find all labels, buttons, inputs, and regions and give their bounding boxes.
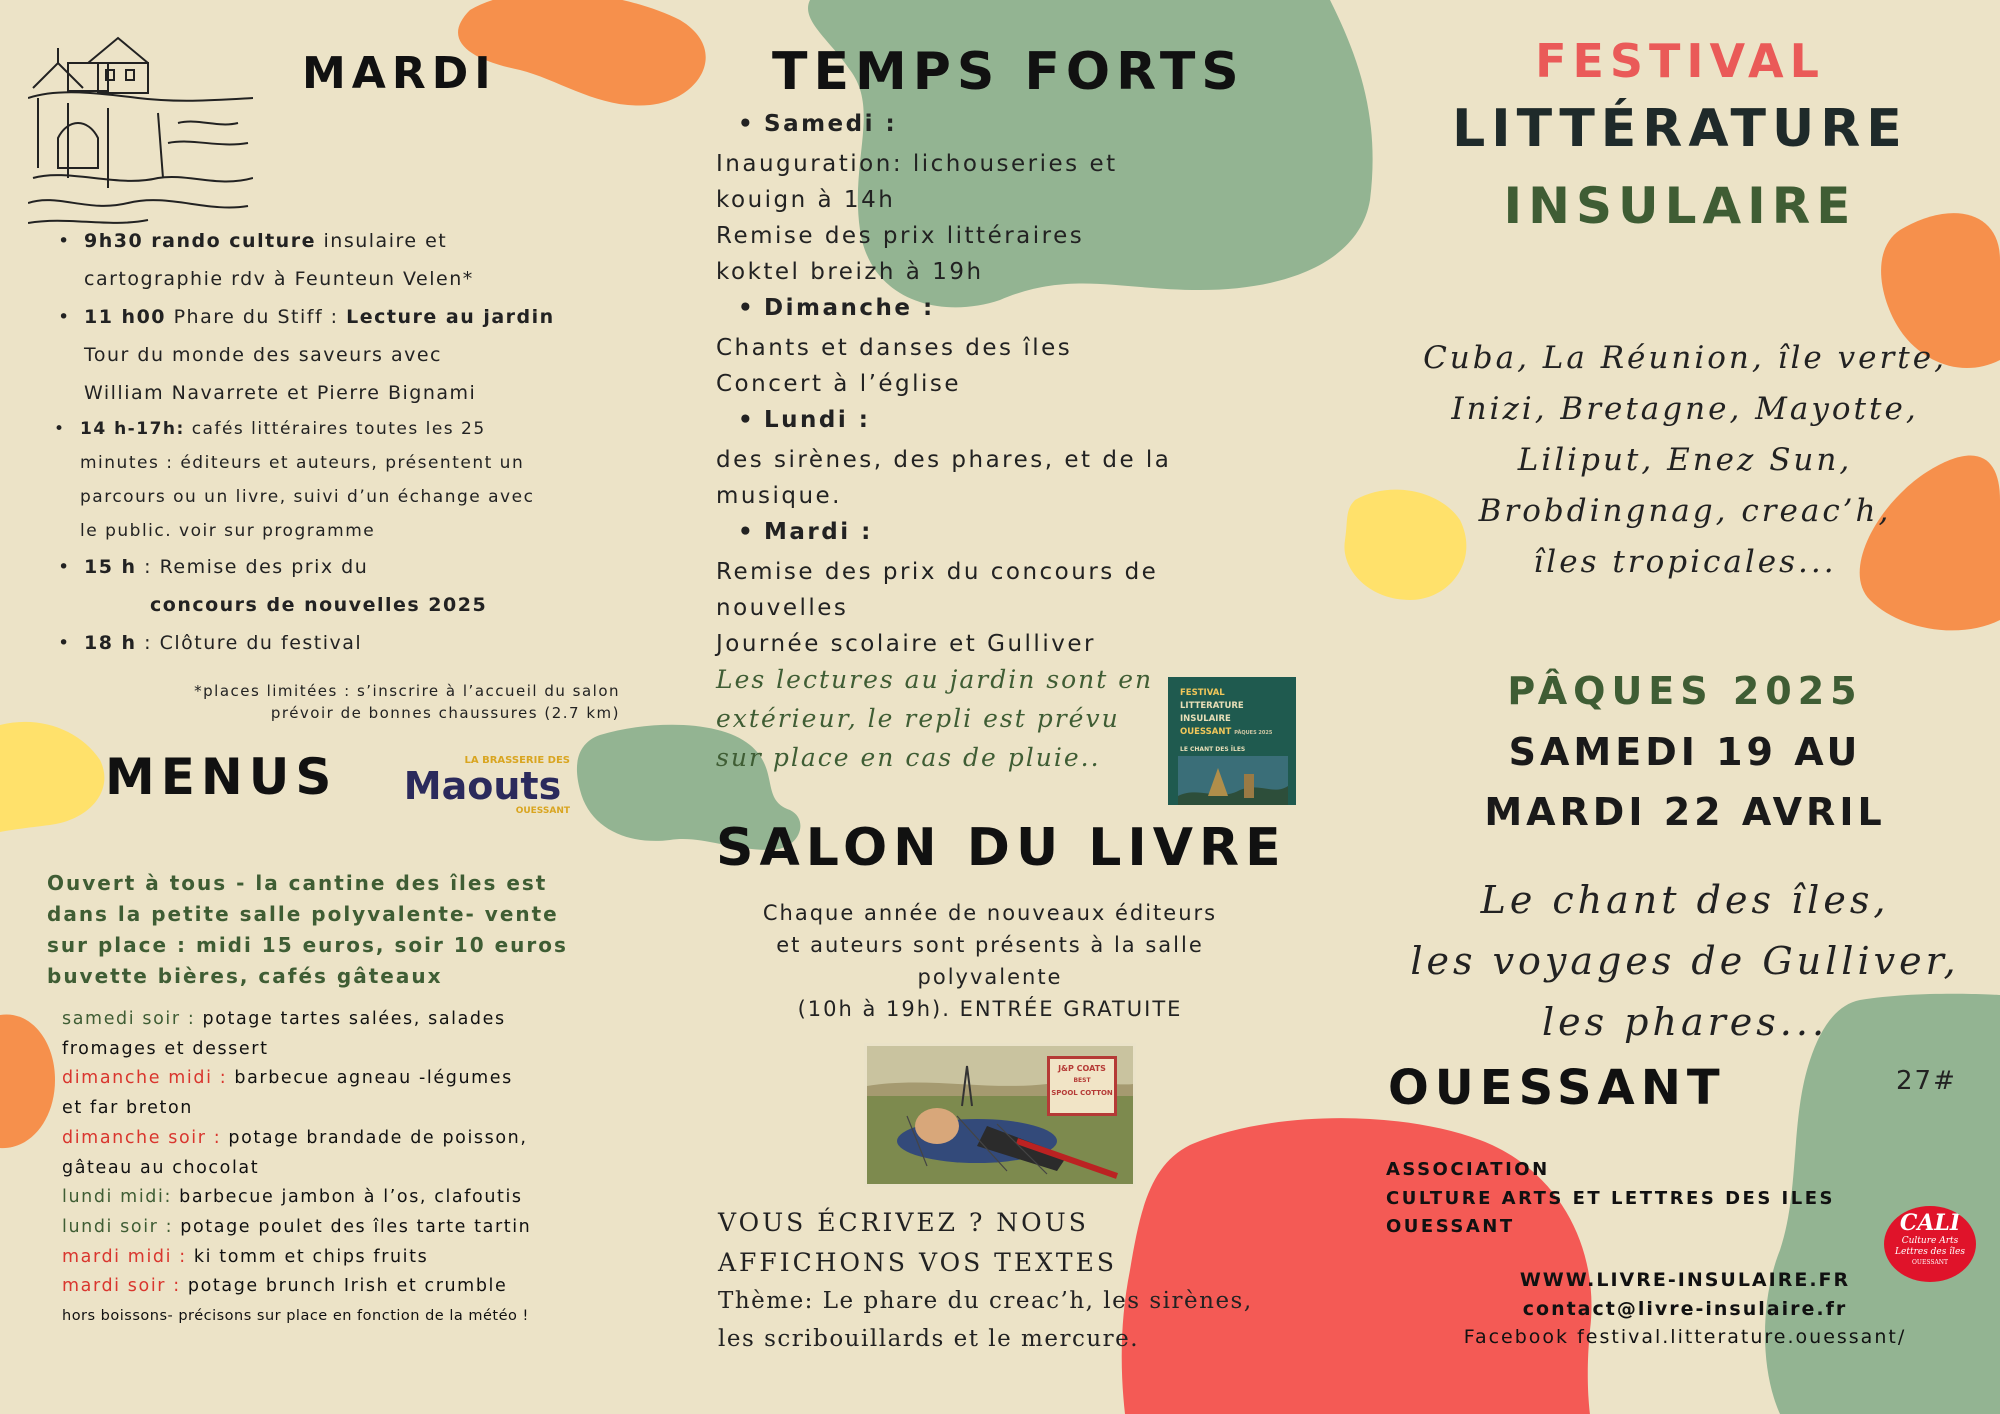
temps-forts-program: [716, 106, 1276, 662]
cali-logo-sub: Culture Arts: [1901, 1236, 1959, 1246]
menu-list: [62, 1005, 662, 1332]
note-line: extérieur, le repli est prévu: [716, 704, 1120, 733]
day-line: des sirènes, des phares, et de la: [716, 447, 1172, 473]
gulliver-illustration: [864, 1043, 1136, 1187]
menu-entry: dimanche midi : barbecue agneau -légumes et far breton: [62, 1068, 513, 1119]
rain-note: [716, 660, 1153, 777]
association-line: OUESSANT: [1386, 1216, 1515, 1237]
islands-line: Liliput, Enez Sun,: [1517, 442, 1853, 478]
day-line: koktel breizh à 19h: [716, 259, 984, 285]
note-line: prévoir de bonnes chaussures (2.7 km): [270, 704, 620, 722]
intro-line: buvette bières, cafés gâteaux: [47, 964, 443, 988]
association-block: [1386, 1156, 1835, 1242]
intro-line: sur place : midi 15 euros, soir 10 euros: [47, 933, 568, 957]
day-line: musique.: [716, 483, 842, 509]
menu-entry: mardi midi : ki tomm et chips fruits: [62, 1246, 429, 1267]
website-link[interactable]: WWW.LIVRE-INSULAIRE.FR: [1519, 1269, 1851, 1291]
salon-line: (10h à 19h). ENTRÉE GRATUITE: [797, 997, 1183, 1021]
islands-line: Cuba, La Réunion, île verte,: [1423, 340, 1947, 376]
islands-line: Inizi, Bretagne, Mayotte,: [1451, 391, 1919, 427]
day-line: Remise des prix littéraires: [716, 223, 1085, 249]
intro-line: Ouvert à tous - la cantine des îles est: [47, 871, 548, 895]
menu-entry: samedi soir : potage tartes salées, salades fromages et dessert: [62, 1009, 506, 1059]
ecrivez-section: [718, 1202, 1318, 1358]
association-line: ASSOCIATION: [1386, 1159, 1550, 1180]
cali-logo-sub: Lettres des îles: [1895, 1247, 1965, 1257]
poster-line: LE CHANT DES ÎLES: [1180, 746, 1246, 753]
cali-logo-text: CALI: [1899, 1210, 1961, 1236]
yellow-blob-left: [0, 722, 104, 832]
menu-entry: lundi soir : potage poulet des îles tarte tartin: [62, 1216, 532, 1237]
list-item: • 14 h-17h: cafés littéraires toutes les 25 minutes : éditeurs et auteurs, présentent un parcours ou un livre, suivi d’un échange avec le public. voir sur programme: [80, 412, 640, 548]
ecrivez-title: VOUS ÉCRIVEZ ? NOUS: [718, 1208, 1089, 1237]
festival-title-insulaire: INSULAIRE: [1503, 177, 1857, 235]
mardi-note: [100, 680, 620, 724]
sign-line: BEST: [1073, 1077, 1091, 1084]
edition-number: 27#: [1896, 1066, 1957, 1096]
festival-title: FESTIVAL: [1535, 34, 1825, 88]
dates-block: [1370, 660, 2000, 842]
day-block: [716, 402, 1276, 514]
salon-line: polyvalente: [917, 965, 1063, 989]
ecrivez-line: les scribouillards et le mercure.: [718, 1326, 1140, 1352]
coastal-sketch-illustration: [28, 28, 253, 228]
menu-entry: dimanche soir : potage brandade de poisson, gâteau au chocolat: [62, 1127, 528, 1178]
poster-line: OUESSANT: [1180, 727, 1232, 737]
day-line: kouign à 14h: [716, 187, 896, 213]
salon-description: [700, 897, 1280, 1025]
association-line: CULTURE ARTS ET LETTRES DES ILES: [1386, 1187, 1835, 1209]
menus-intro: [47, 868, 568, 992]
facebook-link[interactable]: Facebook festival.litterature.ouessant/: [1463, 1326, 1907, 1348]
place-ouessant: OUESSANT: [1388, 1060, 1726, 1116]
day-label: • Samedi :: [764, 106, 1324, 142]
contact-block: [1370, 1266, 2000, 1352]
logo-top-text: LA BRASSERIE DES: [464, 755, 570, 766]
day-label: • Dimanche :: [764, 290, 1324, 326]
poster-line: PÂQUES 2025: [1234, 730, 1273, 736]
sign-line: J&P COATS: [1058, 1064, 1106, 1073]
spool-cotton-sign: [1047, 1056, 1117, 1116]
day-block: [716, 106, 1276, 290]
festival-title-literature: LITTÉRATURE: [1452, 99, 1908, 159]
note-line: sur place en cas de pluie..: [716, 743, 1101, 772]
poster-image: [1178, 756, 1288, 805]
orange-blob-left: [0, 1014, 55, 1148]
logo-name: Maouts: [403, 764, 562, 808]
list-item: • 9h30 rando culture insulaire et cartographie rdv à Feunteun Velen*: [84, 222, 644, 298]
tagline-line: les voyages de Gulliver,: [1410, 939, 1960, 983]
ecrivez-title: AFFICHONS VOS TEXTES: [718, 1248, 1117, 1277]
tagline-line: Le chant des îles,: [1480, 878, 1890, 922]
menus-title: MENUS: [105, 748, 338, 806]
islands-line: îles tropicales...: [1533, 544, 1837, 580]
cali-logo-sub: OUESSANT: [1911, 1259, 1949, 1266]
ecrivez-line: Thème: Le phare du creac’h, les sirènes,: [718, 1288, 1253, 1314]
chant-tagline: [1370, 870, 2000, 1053]
mardi-title: MARDI: [302, 48, 497, 99]
date-range: SAMEDI 19 AU: [1508, 730, 1862, 774]
day-line: Remise des prix du concours de: [716, 559, 1159, 585]
salon-line: et auteurs sont présents à la salle: [776, 933, 1204, 957]
sign-line: SPOOL COTTON: [1051, 1089, 1113, 1097]
day-line: nouvelles: [716, 595, 849, 621]
salon-title: SALON DU LIVRE: [716, 818, 1287, 878]
salon-line: Chaque année de nouveaux éditeurs: [762, 901, 1218, 925]
menu-entry: lundi midi: barbecue jambon à l’os, clafoutis: [62, 1187, 523, 1208]
menu-entry: mardi soir : potage brunch Irish et crumble: [62, 1276, 508, 1297]
list-item: • 18 h : Clôture du festival: [84, 624, 644, 662]
poster-line: LITTERATURE: [1180, 701, 1244, 711]
islands-line: Brobdingnag, creac’h,: [1478, 493, 1892, 529]
list-item: • 11 h00 Phare du Stiff : Lecture au jardin Tour du monde des saveurs avec William Navarrete et Pierre Bignami: [84, 298, 644, 412]
poster-line: INSULAIRE: [1180, 714, 1231, 724]
day-block: [716, 290, 1276, 402]
intro-line: dans la petite salle polyvalente- vente: [47, 902, 559, 926]
brasserie-logo: [395, 755, 570, 816]
list-item: • 15 h : Remise des prix du concours de nouvelles 2025: [84, 548, 644, 624]
day-line: Inauguration: lichouseries et: [716, 151, 1118, 177]
menu-footer: hors boissons- précisons sur place en fonction de la météo !: [62, 1308, 529, 1325]
email-link[interactable]: contact@livre-insulaire.fr: [1522, 1297, 1848, 1320]
festival-header: [1360, 30, 2000, 246]
day-line: Concert à l’église: [716, 371, 962, 397]
day-label: • Mardi :: [764, 514, 1324, 550]
poster-line: FESTIVAL: [1180, 688, 1225, 698]
note-line: Les lectures au jardin sont en: [716, 665, 1154, 694]
date-range: MARDI 22 AVRIL: [1484, 790, 1886, 834]
mardi-program: [80, 222, 644, 662]
islands-list: [1370, 333, 2000, 588]
day-label: • Lundi :: [764, 402, 1324, 438]
logo-bottom-text: OUESSANT: [515, 806, 570, 816]
tagline-line: les phares...: [1541, 1000, 1829, 1044]
day-block: [716, 514, 1276, 662]
note-line: *places limitées : s’inscrire à l’accueil du salon: [194, 682, 620, 700]
day-line: Journée scolaire et Gulliver: [716, 631, 1096, 657]
paques-date: PÂQUES 2025: [1507, 669, 1863, 713]
festival-poster-thumbnail: [1168, 677, 1296, 805]
day-line: Chants et danses des îles: [716, 335, 1073, 361]
temps-forts-title: TEMPS FORTS: [772, 42, 1245, 102]
